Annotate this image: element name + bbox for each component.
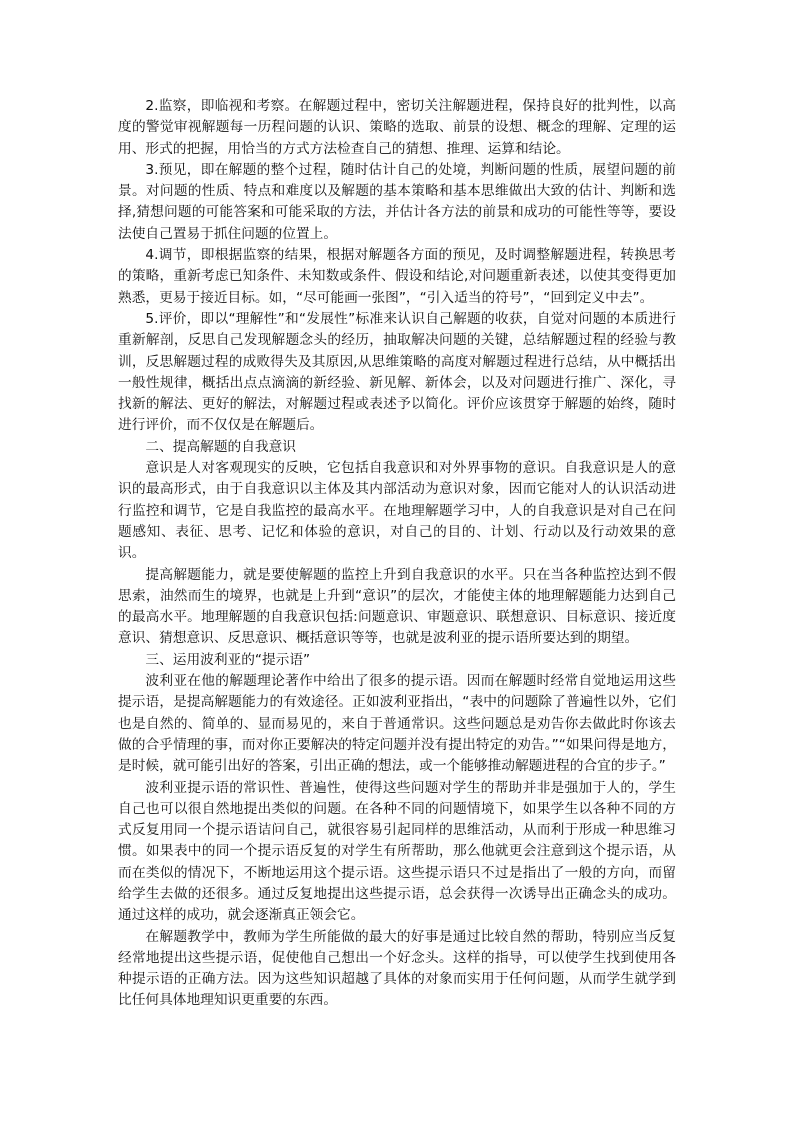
- paragraph-evaluation: 5.评价，即以“理解性”和“发展性”标准来认识自己解题的收获，自觉对问题的本质进行重新解剖，反思自己发现解题念头的经历，抽取解决问题的关键，总结解题过程的经验与教训，反思解题过程的成败得失及其原因,从思维策略的高度对解题过程进行总结，从中概括出一般性规律，概括出点点滴滴的新经验、新见解、新体会，以及对问题进行推广、深化，寻找新的解法、更好的解法，对解题过程或表述予以简化。评价应该贯穿于解题的始终，随时进行评价，而不仅仅是在解题后。: [118, 310, 676, 434]
- paragraph-monitoring: 2.监察，即临视和考察。在解题过程中，密切关注解题进程，保持良好的批判性，以高度的警觉审视解题每一历程问题的认识、策略的选取、前景的设想、概念的理解、定理的运用、形式的把握，用恰当的方式方法检查自己的猜想、推理、运算和结论。: [118, 98, 676, 157]
- document-body: [118, 96, 676, 1012]
- paragraph-polya-theory: 波利亚在他的解题理论著作中给出了很多的提示语。因而在解题时经常自觉地运用这些提示语，是提高解题能力的有效途径。正如波利亚指出，“表中的问题除了普遍性以外，它们也是自然的、简单的、显而易见的，来自于普通常识。这些问题总是劝告你去做此时你该去做的合乎情理的事，而对你正要解决的特定问题并没有提出特定的劝告。”“如果问得是地方，是时候，就可能引出好的答案，引出正确的想法，或一个能够推动解题进程的合宜的步子。”: [118, 673, 676, 775]
- paragraph-adjustment: 4.调节，即根据监察的结果，根据对解题各方面的预见，及时调整解题进程，转换思考的策略，重新考虑已知条件、未知数或条件、假设和结论,对问题重新表述，以使其变得更加熟悉，更易于接近目标。如，“尽可能画一张图”，“引入适当的符号”，“回到定义中去”。: [118, 247, 676, 306]
- paragraph-teaching: 在解题教学中，教师为学生所能做的最大的好事是通过比较自然的帮助，特别应当反复经常地提出这些提示语，促使他自己想出一个好念头。这样的指导，可以使学生找到使用各种提示语的正确方法。因为这些知识超越了具体的对象而实用于任何问题，从而学生就学到比任何具体地理知识更重要的东西。: [118, 928, 676, 1009]
- paragraph-improve-ability: 提高解题能力，就是要使解题的监控上升到自我意识的水平。只在当各种监控达到不假思索，油然而生的境界，也就是上升到“意识”的层次，才能使主体的地理解题能力达到自己的最高水平。地理解题的自我意识包括:问题意识、审题意识、联想意识、目标意识、接近度意识、猜想意识、反思意识、概括意识等等，也就是波利亚的提示语所要达到的期望。: [118, 566, 676, 647]
- section-heading-self-awareness: 二、提高解题的自我意识: [145, 438, 296, 455]
- section-heading-polya-prompts: 三、运用波利亚的“提示语”: [145, 651, 311, 668]
- paragraph-polya-common-sense: 波利亚提示语的常识性、普遍性，使得这些问题对学生的帮助并非是强加于人的，学生自己也可以很自然地提出类似的问题。在各种不同的问题情境下，如果学生以各种不同的方式反复用同一个提示语诘问自己，就很容易引起同样的思维活动，从而利于形成一种思维习惯。如果表中的同一个提示语反复的对学生有所帮助，那么他就更会注意到这个提示语，从而在类似的情况下，不断地运用这个提示语。这些提示语只不过是指出了一般的方向，而留给学生去做的还很多。通过反复地提出这些提示语，总会获得一次诱导出正确念头的成功。通过这样的成功，就会逐渐真正领会它。: [118, 779, 676, 924]
- paragraph-consciousness: 意识是人对客观现实的反映，它包括自我意识和对外界事物的意识。自我意识是人的意识的最高形式，由于自我意识以主体及其内部活动为意识对象，因而它能对人的认识活动进行监控和调节，它是自我监控的最高水平。在地理解题学习中，人的自我意识是对自己在问题感知、表征、思考、记忆和体验的意识，对自己的目的、计划、行动以及行动效果的意识。: [118, 460, 676, 562]
- paragraph-prediction: 3.预见，即在解题的整个过程，随时估计自己的处境，判断问题的性质，展望问题的前景。对问题的性质、特点和难度以及解题的基本策略和基本思维做出大致的估计、判断和选择,猜想问题的可能答案和可能采取的方法，并估计各方法的前景和成功的可能性等等，要设法使自己置易于抓住问题的位置上。: [118, 161, 676, 242]
